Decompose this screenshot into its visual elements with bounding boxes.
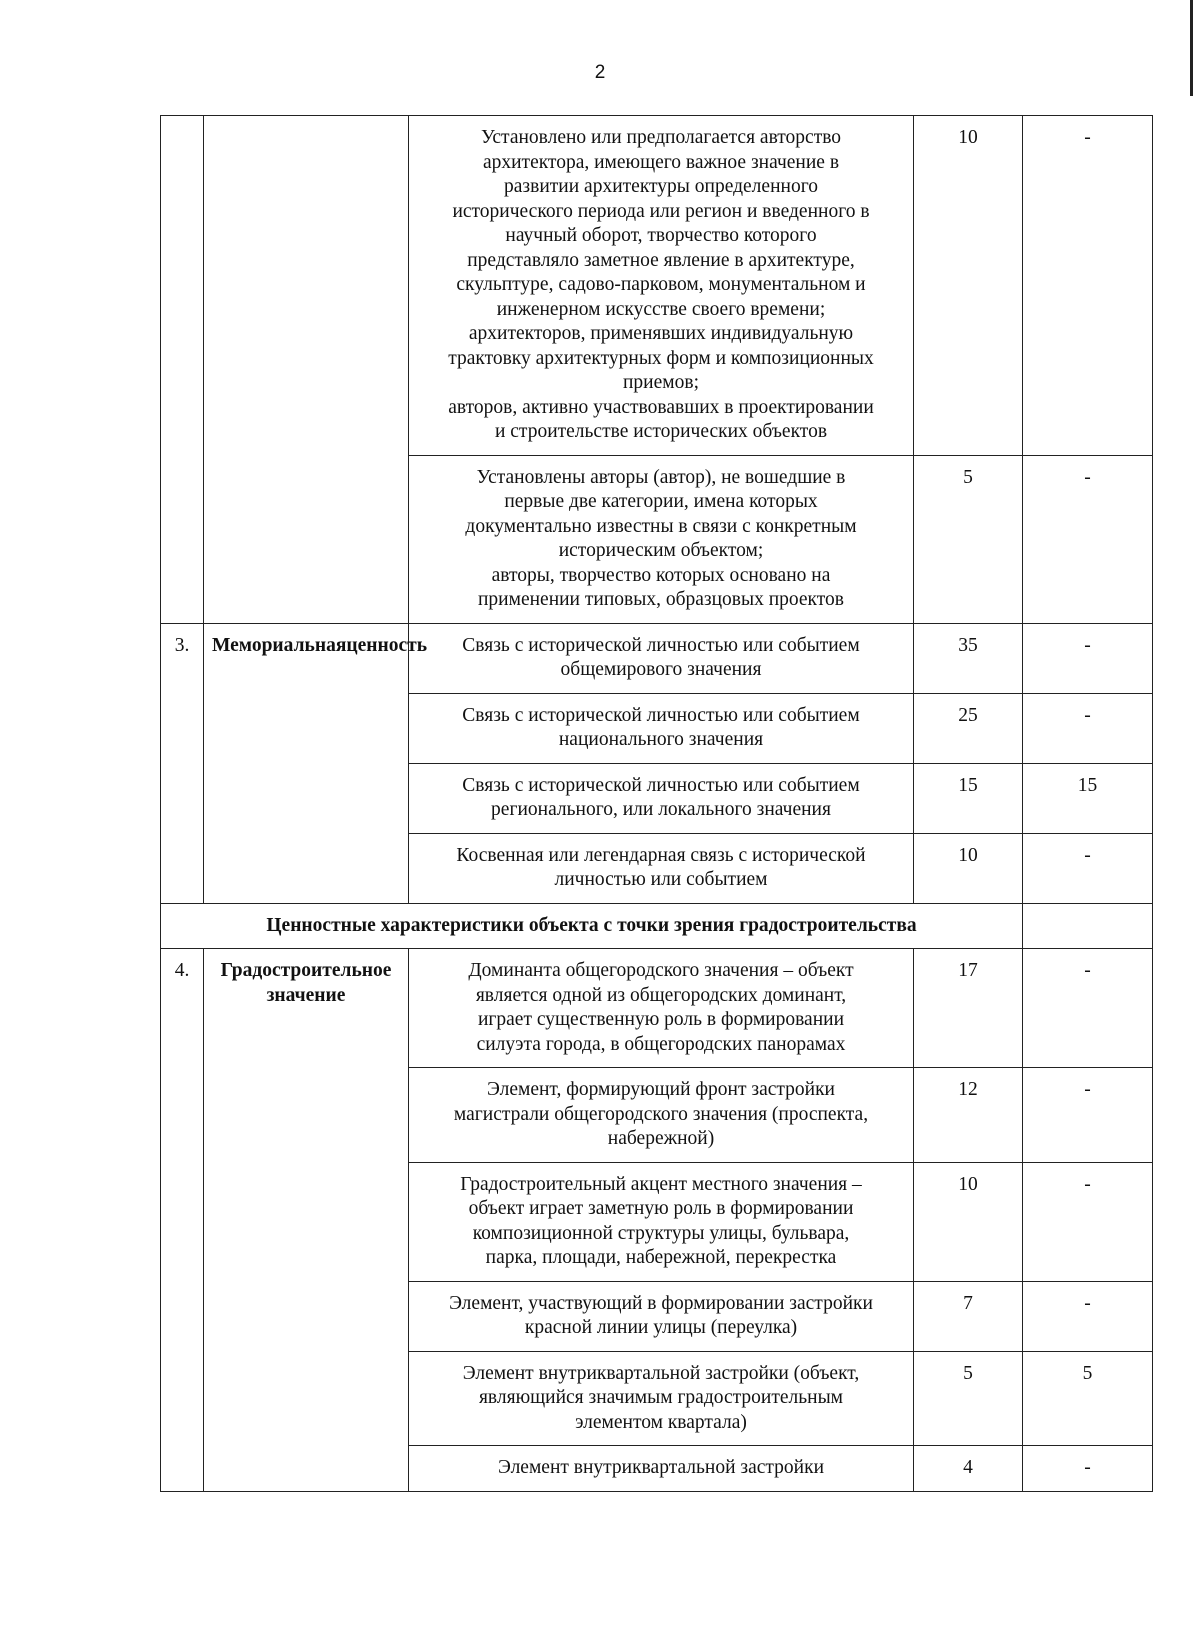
max-score-cell: 7 xyxy=(914,1281,1023,1351)
criterion-cell xyxy=(409,693,914,763)
max-score-cell: 15 xyxy=(914,763,1023,833)
text-line: Связь с исторической личностью или событием xyxy=(462,704,860,726)
text-line: магистрали общегородского значения (проспекта, xyxy=(453,1103,869,1125)
max-score-cell: 35 xyxy=(914,623,1023,693)
text-line: трактовку архитектурных форм и композиционных xyxy=(448,347,874,369)
text-line: применении типовых, образцовых проектов xyxy=(477,589,844,610)
text-line: развитии архитектуры определенного xyxy=(504,176,818,197)
criterion-cell xyxy=(409,1162,914,1281)
text-line: авторов, активно участвовавших в проектировании xyxy=(448,396,874,418)
assigned-score-cell: - xyxy=(1023,1162,1153,1281)
section-heading-row xyxy=(161,903,1153,949)
criterion-cell xyxy=(409,116,914,456)
text-line: ценность xyxy=(346,634,428,656)
assigned-score-cell: 15 xyxy=(1023,763,1153,833)
max-score-cell: 25 xyxy=(914,693,1023,763)
row-number-cell: 3. xyxy=(161,623,204,903)
text-line: силуэта города, в общегородских панорамах xyxy=(476,1033,846,1055)
text-line: красной линии улицы (переулка) xyxy=(524,1317,798,1338)
text-line: элементом квартала) xyxy=(575,1411,747,1433)
text-line: парка, площади, набережной, перекрестка xyxy=(485,1247,837,1268)
text-line: исторического периода или регион и введенного в xyxy=(452,200,870,222)
text-line: е значение xyxy=(266,960,392,1006)
text-line: авторы, творчество которых основано на xyxy=(491,564,831,586)
assigned-score-cell: 5 xyxy=(1023,1351,1153,1446)
text-line: национального значения xyxy=(558,729,764,750)
text-line: скульптуре, садово-парковом, монументальном и xyxy=(456,274,866,295)
text-line: Установлены авторы (автор), не вошедшие в xyxy=(476,466,846,488)
text-line: Установлено или предполагается авторство xyxy=(480,127,842,148)
max-score-cell: 12 xyxy=(914,1068,1023,1163)
text-line: набережной) xyxy=(607,1128,715,1149)
text-line: Связь с исторической личностью или событием xyxy=(462,774,860,796)
assigned-score-cell: - xyxy=(1023,833,1153,903)
text-line: Градостроительно xyxy=(220,960,383,981)
text-line: Доминанта общегородского значения – объект xyxy=(468,960,854,981)
assigned-score-cell: - xyxy=(1023,1281,1153,1351)
criterion-cell xyxy=(409,623,914,693)
assigned-score-cell: - xyxy=(1023,1446,1153,1492)
text-line: первые две категории, имена которых xyxy=(504,491,818,512)
text-line: Элемент внутриквартальной застройки (объект, xyxy=(462,1362,860,1384)
max-score-cell: 5 xyxy=(914,1351,1023,1446)
text-line: являющийся значимым градостроительным xyxy=(478,1387,844,1408)
assigned-score-cell: - xyxy=(1023,1068,1153,1163)
table-row xyxy=(161,116,1153,456)
assigned-score-cell: - xyxy=(1023,455,1153,623)
text-line: приемов; xyxy=(623,372,699,393)
section-heading-empty-cell xyxy=(1023,903,1153,949)
assigned-score-cell: - xyxy=(1023,693,1153,763)
text-line: является одной из общегородских доминант, xyxy=(475,984,847,1006)
row-number-cell: 4. xyxy=(161,949,204,1492)
criterion-cell xyxy=(409,1281,914,1351)
criterion-cell xyxy=(409,949,914,1068)
section-heading: Ценностные характеристики объекта с точки зрения градостроительства xyxy=(161,903,1023,949)
max-score-cell: 4 xyxy=(914,1446,1023,1492)
category-cell xyxy=(204,949,409,1492)
text-line: научный оборот, творчество которого xyxy=(505,225,817,246)
text-line: инженерном искусстве своего времени; xyxy=(496,298,826,320)
text-line: общемирового значения xyxy=(560,659,762,680)
criterion-cell xyxy=(409,455,914,623)
page-number: 2 xyxy=(594,62,606,83)
text-line: Элемент внутриквартальной застройки xyxy=(497,1457,825,1478)
category-cell xyxy=(204,116,409,624)
max-score-cell: 5 xyxy=(914,455,1023,623)
text-line: регионального, или локального значения xyxy=(491,799,831,820)
text-line: архитекторов, применявших индивидуальную xyxy=(468,323,854,344)
text-line: Градостроительный акцент местного значения – xyxy=(460,1173,862,1195)
text-line: историческим объектом; xyxy=(558,540,764,561)
text-line: и строительстве исторических объектов xyxy=(494,421,828,442)
text-line: Элемент, формирующий фронт застройки xyxy=(486,1079,835,1100)
text-line: Связь с исторической личностью или событием xyxy=(462,634,860,656)
criterion-cell xyxy=(409,763,914,833)
assigned-score-cell: - xyxy=(1023,623,1153,693)
row-number-cell xyxy=(161,116,204,624)
max-score-cell: 17 xyxy=(914,949,1023,1068)
text-line: документально известны в связи с конкретным xyxy=(465,515,857,537)
table-row xyxy=(161,623,1153,693)
text-line: архитектора, имеющего важное значение в xyxy=(482,151,840,173)
text-line: объект играет заметную роль в формировании xyxy=(468,1198,854,1219)
text-line: Элемент, участвующий в формировании застройки xyxy=(449,1292,873,1314)
criteria-table xyxy=(160,115,1153,1492)
criterion-cell xyxy=(409,1446,914,1492)
text-line: Мемориальная xyxy=(212,634,347,656)
criterion-cell xyxy=(409,1351,914,1446)
assigned-score-cell: - xyxy=(1023,116,1153,456)
text-line: композиционной структуры улицы, бульвара, xyxy=(472,1222,850,1244)
text-line: играет существенную роль в формировании xyxy=(477,1009,845,1030)
criterion-cell xyxy=(409,1068,914,1163)
criterion-cell xyxy=(409,833,914,903)
text-line: Косвенная или легендарная связь с исторической xyxy=(456,844,866,866)
assigned-score-cell: - xyxy=(1023,949,1153,1068)
max-score-cell: 10 xyxy=(914,116,1023,456)
text-line: личностью или событием xyxy=(554,869,768,890)
category-cell xyxy=(204,623,428,903)
max-score-cell: 10 xyxy=(914,1162,1023,1281)
max-score-cell: 10 xyxy=(914,833,1023,903)
table-row xyxy=(161,949,1153,1068)
text-line: представляло заметное явление в архитектуре, xyxy=(467,249,855,271)
